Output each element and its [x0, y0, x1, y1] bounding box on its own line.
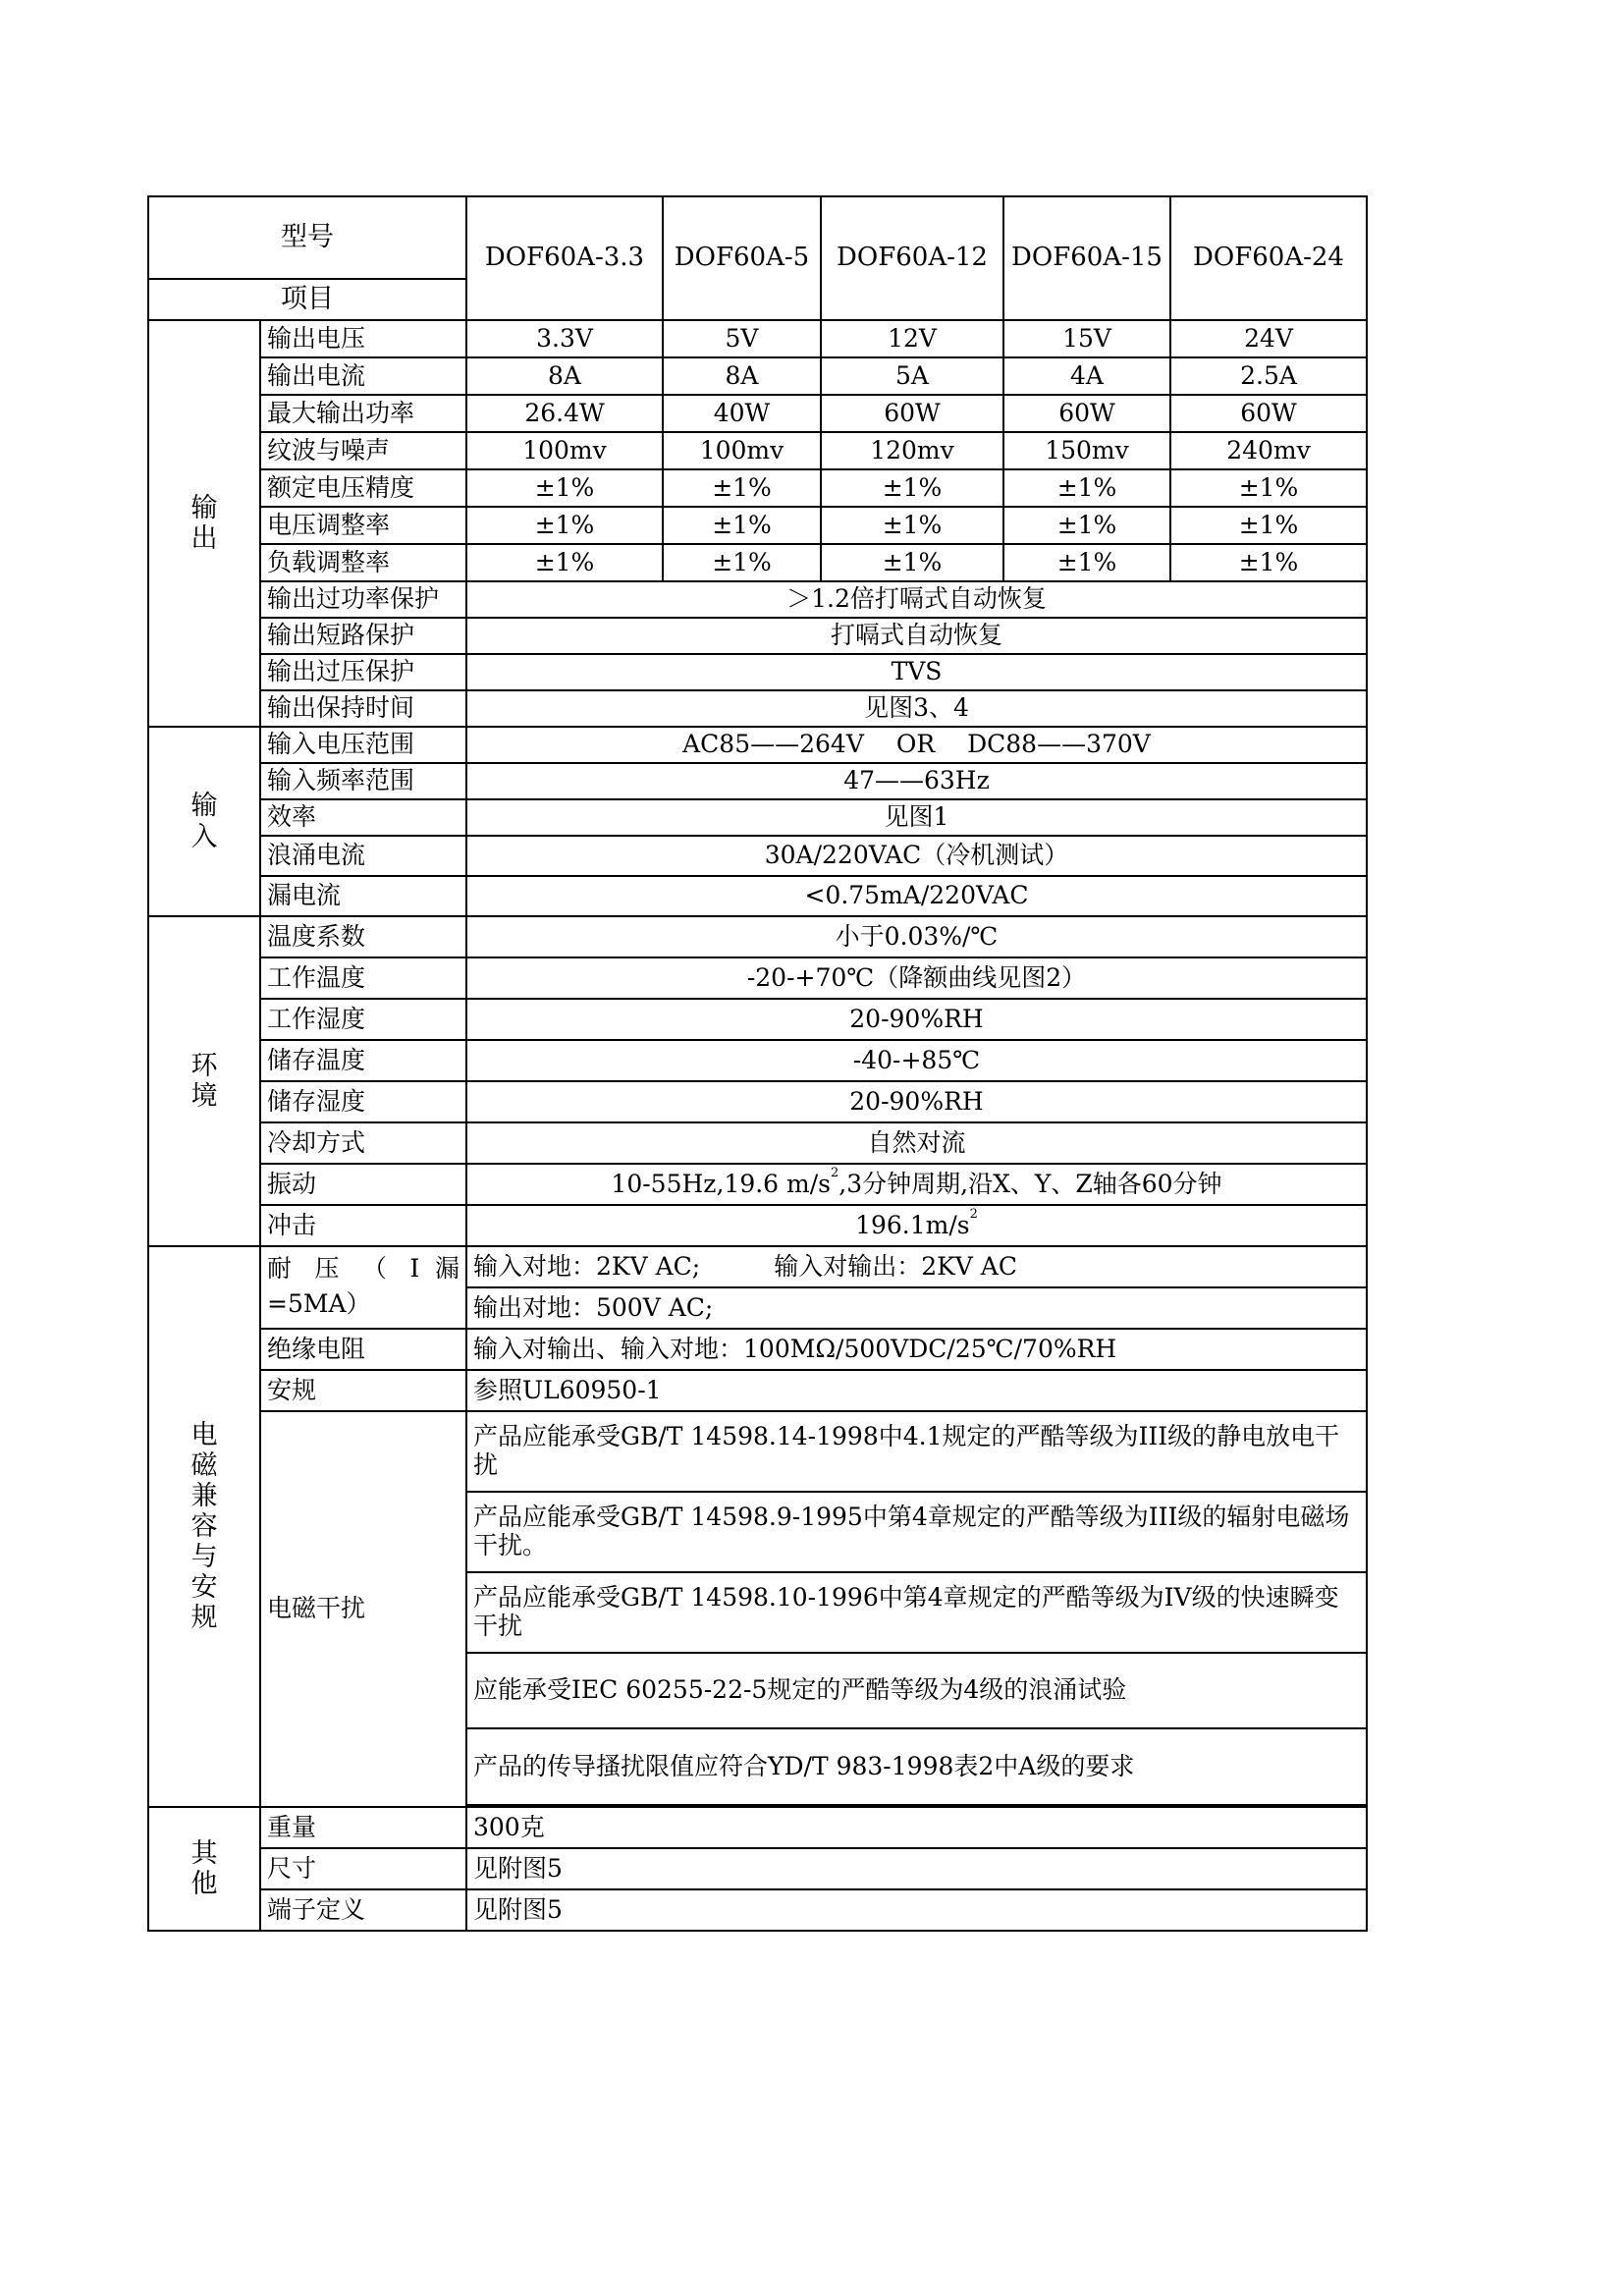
emi-item: 产品的传导搔扰限值应符合YD/T 983-1998表2中A级的要求	[466, 1728, 1367, 1805]
value-cell: 12V	[821, 320, 1003, 357]
value-cell: ±1%	[821, 469, 1003, 507]
merged-value-cell: 自然对流	[466, 1122, 1367, 1164]
value-cell: ±1%	[1003, 469, 1170, 507]
row-label: 输出短路保护	[260, 618, 466, 654]
value-cell: 100mv	[466, 432, 663, 469]
value-cell: ±1%	[821, 544, 1003, 581]
value-cell: 4A	[1003, 357, 1170, 395]
merged-value-cell: -20-+70℃（降额曲线见图2）	[466, 957, 1367, 999]
other-value: 见附图5	[466, 1848, 1367, 1889]
model-header: DOF60A-12	[821, 196, 1003, 320]
insulation-value: 输入对输出、输入对地：100MΩ/500VDC/25℃/70%RH	[466, 1329, 1367, 1370]
row-label: 纹波与噪声	[260, 432, 466, 469]
model-header: DOF60A-15	[1003, 196, 1170, 320]
emi-item: 产品应能承受GB/T 14598.14-1998中4.1规定的严酷等级为III级的静电放电干扰	[466, 1411, 1367, 1492]
merged-value-cell: 见图3、4	[466, 690, 1367, 727]
row-label: 输出电压	[260, 320, 466, 357]
category-input: 输 入	[148, 727, 260, 916]
value-cell: 60W	[821, 395, 1003, 432]
row-label: 输入频率范围	[260, 763, 466, 799]
model-header: DOF60A-5	[663, 196, 821, 320]
row-label: 输出电流	[260, 357, 466, 395]
vibration-value: 10-55Hz,19.6 $m/s^2,3$分钟周期,沿X、Y、Z轴各60分钟	[466, 1164, 1367, 1205]
category-environment: 环 境	[148, 916, 260, 1246]
withstand-value: 输出对地：500V AC;	[466, 1287, 1367, 1329]
merged-value-cell: 47——63Hz	[466, 763, 1367, 799]
emi-item: 产品应能承受GB/T 14598.10-1996中第4章规定的严酷等级为IV级的快速瞬变干扰	[466, 1572, 1367, 1653]
value-cell: ±1%	[1170, 544, 1367, 581]
other-value: 300克	[466, 1807, 1367, 1848]
header-model-label: 型号	[148, 196, 466, 279]
emi-item: 产品应能承受GB/T 14598.9-1995中第4章规定的严酷等级为III级的辐射电磁场干扰。	[466, 1492, 1367, 1572]
merged-value-cell: TVS	[466, 654, 1367, 690]
merged-value-cell: 20-90%RH	[466, 999, 1367, 1040]
safety-value: 参照UL60950-1	[466, 1370, 1367, 1411]
model-header: DOF60A-24	[1170, 196, 1367, 320]
row-label: 效率	[260, 799, 466, 836]
row-label: 端子定义	[260, 1889, 466, 1931]
value-cell: ±1%	[821, 507, 1003, 544]
merged-value-cell: 20-90%RH	[466, 1081, 1367, 1122]
value-cell: ±1%	[1170, 469, 1367, 507]
merged-value-cell: AC85——264V OR DC88——370V	[466, 727, 1367, 763]
value-cell: 40W	[663, 395, 821, 432]
row-label: 输出保持时间	[260, 690, 466, 727]
value-cell: ±1%	[466, 507, 663, 544]
value-cell: 2.5A	[1170, 357, 1367, 395]
value-cell: 5A	[821, 357, 1003, 395]
value-cell: 100mv	[663, 432, 821, 469]
value-cell: 5V	[663, 320, 821, 357]
row-label: 额定电压精度	[260, 469, 466, 507]
row-label: 冷却方式	[260, 1122, 466, 1164]
category-output: 输 出	[148, 320, 260, 727]
row-label: 漏电流	[260, 876, 466, 916]
merged-value-cell: -40-+85℃	[466, 1040, 1367, 1081]
value-cell: 15V	[1003, 320, 1170, 357]
row-label: 安规	[260, 1370, 466, 1411]
merged-value-cell: 见图1	[466, 799, 1367, 836]
withstand-label: 耐 压 （ I 漏 =5MA）	[260, 1246, 466, 1329]
withstand-value: 输入对地：2KV AC; 输入对输出：2KV AC	[466, 1246, 1367, 1287]
row-label: 输出过功率保护	[260, 581, 466, 618]
row-label: 储存温度	[260, 1040, 466, 1081]
row-label: 工作温度	[260, 957, 466, 999]
value-cell: 8A	[466, 357, 663, 395]
value-cell: 240mv	[1170, 432, 1367, 469]
row-label: 温度系数	[260, 916, 466, 957]
row-label: 输出过压保护	[260, 654, 466, 690]
value-cell: ±1%	[663, 544, 821, 581]
value-cell: 3.3V	[466, 320, 663, 357]
value-cell: ±1%	[1003, 507, 1170, 544]
merged-value-cell: ＞1.2倍打嗝式自动恢复	[466, 581, 1367, 618]
row-label: 负载调整率	[260, 544, 466, 581]
row-label: 冲击	[260, 1205, 466, 1246]
spec-table	[147, 195, 1368, 1932]
merged-value-cell: 打嗝式自动恢复	[466, 618, 1367, 654]
value-cell: ±1%	[466, 469, 663, 507]
value-cell: 120mv	[821, 432, 1003, 469]
value-cell: 60W	[1003, 395, 1170, 432]
row-label: 重量	[260, 1807, 466, 1848]
row-label: 工作湿度	[260, 999, 466, 1040]
value-cell: ±1%	[466, 544, 663, 581]
emi-item: 应能承受IEC 60255-22-5规定的严酷等级为4级的浪涌试验	[466, 1653, 1367, 1728]
row-label: 储存湿度	[260, 1081, 466, 1122]
value-cell: 24V	[1170, 320, 1367, 357]
emi-label: 电磁干扰	[260, 1411, 466, 1807]
value-cell: 26.4W	[466, 395, 663, 432]
row-label: 振动	[260, 1164, 466, 1205]
row-label: 浪涌电流	[260, 836, 466, 876]
model-header: DOF60A-3.3	[466, 196, 663, 320]
value-cell: 150mv	[1003, 432, 1170, 469]
value-cell: ±1%	[1170, 507, 1367, 544]
value-cell: ±1%	[663, 469, 821, 507]
category-emc-safety: 电 磁 兼 容 与 安 规	[148, 1246, 260, 1807]
value-cell: 60W	[1170, 395, 1367, 432]
row-label: 输入电压范围	[260, 727, 466, 763]
row-label: 电压调整率	[260, 507, 466, 544]
merged-value-cell: <0.75mA/220VAC	[466, 876, 1367, 916]
merged-value-cell: 30A/220VAC（冷机测试）	[466, 836, 1367, 876]
header-item-label: 项目	[148, 279, 466, 320]
value-cell: ±1%	[1003, 544, 1170, 581]
row-label: 绝缘电阻	[260, 1329, 466, 1370]
row-label: 最大输出功率	[260, 395, 466, 432]
shock-value: $196.1m/s^2$	[466, 1205, 1367, 1246]
category-other: 其 他	[148, 1807, 260, 1931]
other-value: 见附图5	[466, 1889, 1367, 1931]
value-cell: ±1%	[663, 507, 821, 544]
merged-value-cell: 小于0.03%/℃	[466, 916, 1367, 957]
value-cell: 8A	[663, 357, 821, 395]
row-label: 尺寸	[260, 1848, 466, 1889]
